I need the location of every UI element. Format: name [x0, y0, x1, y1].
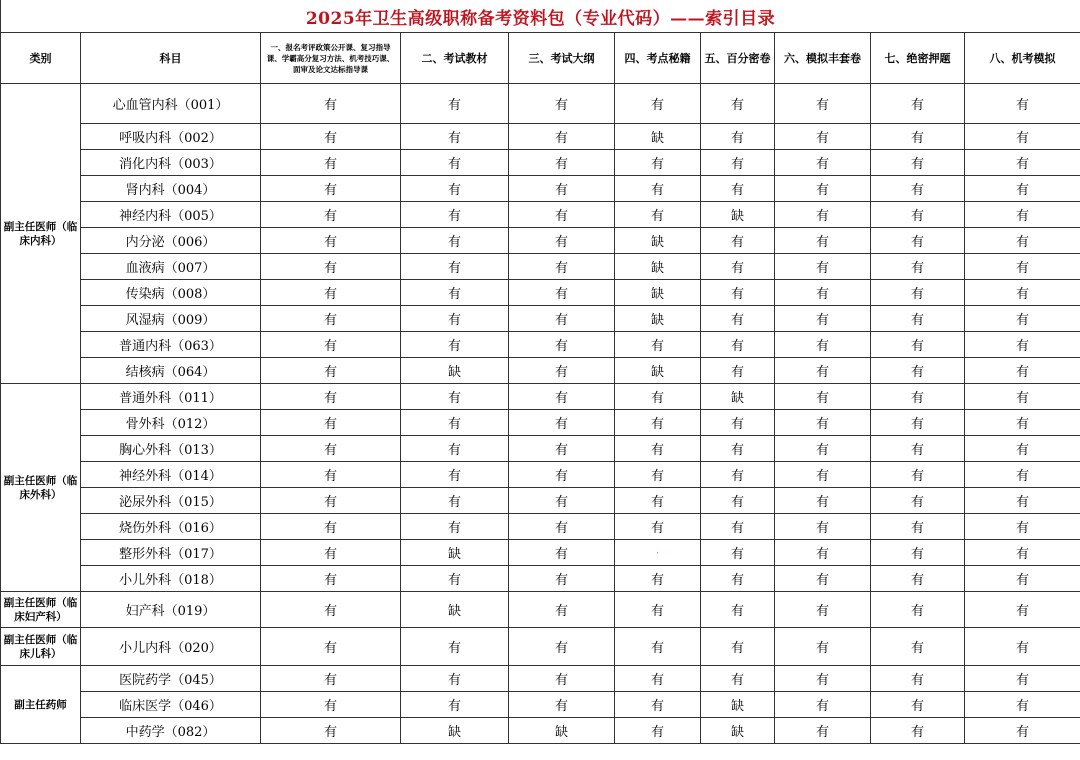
- status-cell: 有: [775, 514, 871, 540]
- status-cell: 有: [615, 628, 701, 666]
- status-cell: 有: [965, 84, 1080, 124]
- status-cell: 缺: [701, 692, 775, 718]
- status-cell: 有: [871, 84, 965, 124]
- status-cell: 有: [401, 254, 509, 280]
- status-cell: 有: [401, 202, 509, 228]
- status-cell: 有: [965, 280, 1080, 306]
- column-header-6: 五、百分密卷: [701, 33, 775, 84]
- status-cell: 有: [509, 332, 615, 358]
- status-cell: 有: [401, 566, 509, 592]
- table-row: [1, 358, 1080, 384]
- status-cell: 有: [965, 384, 1080, 410]
- status-cell: 缺: [615, 306, 701, 332]
- status-cell: 有: [401, 436, 509, 462]
- status-cell: 有: [261, 176, 401, 202]
- status-cell: 有: [401, 410, 509, 436]
- table-row: [1, 202, 1080, 228]
- status-cell: 有: [965, 176, 1080, 202]
- status-cell: 有: [509, 410, 615, 436]
- category-cell: 副主任医师（临床内科）: [1, 84, 81, 384]
- subject-cell: 神经内科（005）: [81, 202, 261, 228]
- status-cell: 有: [261, 306, 401, 332]
- status-cell: 有: [401, 228, 509, 254]
- status-cell: 有: [261, 358, 401, 384]
- status-cell: 有: [701, 514, 775, 540]
- status-cell: 有: [871, 306, 965, 332]
- table-row: [1, 150, 1080, 176]
- subject-cell: 普通内科（063）: [81, 332, 261, 358]
- status-cell: 有: [261, 514, 401, 540]
- table-row: [1, 666, 1080, 692]
- status-cell: 有: [701, 540, 775, 566]
- status-cell: 有: [871, 176, 965, 202]
- status-cell: 有: [965, 358, 1080, 384]
- status-cell: 有: [615, 332, 701, 358]
- status-cell: 有: [261, 332, 401, 358]
- status-cell: 有: [701, 84, 775, 124]
- status-cell: 有: [965, 462, 1080, 488]
- status-cell: 有: [871, 488, 965, 514]
- status-cell: 有: [965, 332, 1080, 358]
- status-cell: 有: [775, 124, 871, 150]
- status-cell: 有: [965, 666, 1080, 692]
- table-row: [1, 718, 1080, 744]
- status-cell: 有: [261, 692, 401, 718]
- status-cell: 有: [701, 436, 775, 462]
- status-cell: 有: [871, 540, 965, 566]
- column-header-3: 二、考试教材: [401, 33, 509, 84]
- status-cell: 有: [871, 718, 965, 744]
- status-cell: 有: [401, 488, 509, 514]
- status-cell: 有: [401, 280, 509, 306]
- status-cell: 有: [615, 410, 701, 436]
- category-cell: 副主任医师（临床外科）: [1, 384, 81, 592]
- status-cell: 有: [965, 592, 1080, 628]
- status-cell: 缺: [615, 228, 701, 254]
- status-cell: 有: [775, 176, 871, 202]
- status-cell: 有: [701, 462, 775, 488]
- subject-cell: 医院药学（045）: [81, 666, 261, 692]
- status-cell: 有: [509, 628, 615, 666]
- status-cell: 缺: [615, 358, 701, 384]
- status-cell: 有: [965, 228, 1080, 254]
- subject-cell: 骨外科（012）: [81, 410, 261, 436]
- subject-cell: 小儿内科（020）: [81, 628, 261, 666]
- column-header-2: 一、报名考评政策公开课、复习指导课、学霸高分复习方法、机考技巧课、面审及论文达标指导课: [261, 33, 401, 84]
- status-cell: 缺: [401, 718, 509, 744]
- status-cell: 缺: [701, 202, 775, 228]
- status-cell: 有: [965, 202, 1080, 228]
- status-cell: 有: [509, 592, 615, 628]
- status-cell: 有: [401, 692, 509, 718]
- status-cell: 有: [401, 84, 509, 124]
- subject-cell: 结核病（064）: [81, 358, 261, 384]
- red-dot-mark: ·: [656, 549, 659, 559]
- status-cell: 有: [509, 462, 615, 488]
- status-cell: 有: [775, 202, 871, 228]
- status-cell: 有: [261, 202, 401, 228]
- table-row: [1, 84, 1080, 124]
- status-cell: 有: [401, 628, 509, 666]
- status-cell: 有: [701, 280, 775, 306]
- status-cell: 有: [871, 462, 965, 488]
- table-row: [1, 540, 1080, 566]
- status-cell: 有: [401, 666, 509, 692]
- status-cell: 有: [261, 254, 401, 280]
- status-cell: 有: [701, 358, 775, 384]
- table-row: [1, 280, 1080, 306]
- status-cell: 有: [965, 628, 1080, 666]
- status-cell: 有: [615, 692, 701, 718]
- status-cell: 有: [775, 540, 871, 566]
- status-cell: 有: [261, 384, 401, 410]
- status-cell: 有: [261, 280, 401, 306]
- column-header-7: 六、模拟丰套卷: [775, 33, 871, 84]
- status-cell: 有: [775, 410, 871, 436]
- status-cell: 缺: [615, 124, 701, 150]
- status-cell: 有: [775, 436, 871, 462]
- status-cell: 有: [701, 566, 775, 592]
- status-cell: 有: [615, 150, 701, 176]
- status-cell: 有: [965, 410, 1080, 436]
- status-cell: [615, 540, 701, 566]
- subject-cell: 神经外科（014）: [81, 462, 261, 488]
- status-cell: 有: [775, 384, 871, 410]
- status-cell: 有: [401, 332, 509, 358]
- column-header-1: 科目: [81, 33, 261, 84]
- subject-cell: 妇产科（019）: [81, 592, 261, 628]
- status-cell: 有: [401, 306, 509, 332]
- status-cell: 缺: [701, 718, 775, 744]
- status-cell: 有: [615, 462, 701, 488]
- subject-cell: 泌尿外科（015）: [81, 488, 261, 514]
- status-cell: 有: [261, 718, 401, 744]
- status-cell: 有: [775, 332, 871, 358]
- status-cell: 有: [775, 306, 871, 332]
- status-cell: 有: [509, 228, 615, 254]
- status-cell: 缺: [615, 280, 701, 306]
- table-body: [1, 84, 1080, 744]
- status-cell: 有: [401, 514, 509, 540]
- status-cell: 有: [871, 566, 965, 592]
- status-cell: 有: [509, 540, 615, 566]
- table-row: [1, 628, 1080, 666]
- column-header-8: 七、绝密押题: [871, 33, 965, 84]
- header-row: [1, 33, 1080, 84]
- status-cell: 有: [701, 150, 775, 176]
- status-cell: 有: [261, 410, 401, 436]
- status-cell: 有: [775, 358, 871, 384]
- status-cell: 有: [965, 436, 1080, 462]
- status-cell: 有: [509, 666, 615, 692]
- table-row: [1, 124, 1080, 150]
- status-cell: 有: [871, 410, 965, 436]
- subject-cell: 风湿病（009）: [81, 306, 261, 332]
- status-cell: 有: [965, 124, 1080, 150]
- status-cell: 有: [261, 666, 401, 692]
- status-cell: 有: [965, 514, 1080, 540]
- table-row: [1, 332, 1080, 358]
- subject-cell: 传染病（008）: [81, 280, 261, 306]
- status-cell: 有: [775, 692, 871, 718]
- status-cell: 有: [615, 514, 701, 540]
- status-cell: 有: [509, 254, 615, 280]
- status-cell: 有: [871, 202, 965, 228]
- subject-cell: 血液病（007）: [81, 254, 261, 280]
- status-cell: 有: [701, 628, 775, 666]
- status-cell: 有: [615, 488, 701, 514]
- status-cell: 有: [615, 436, 701, 462]
- status-cell: 有: [701, 410, 775, 436]
- page-title: 2025年卫生高级职称备考资料包（专业代码）——索引目录: [1, 0, 1080, 33]
- status-cell: 有: [615, 176, 701, 202]
- status-cell: 有: [261, 592, 401, 628]
- status-cell: 有: [775, 150, 871, 176]
- status-cell: 有: [701, 306, 775, 332]
- status-cell: 有: [871, 332, 965, 358]
- status-cell: 有: [871, 436, 965, 462]
- status-cell: 有: [615, 384, 701, 410]
- status-cell: 有: [509, 306, 615, 332]
- status-cell: 有: [615, 666, 701, 692]
- subject-cell: 内分泌（006）: [81, 228, 261, 254]
- subject-cell: 呼吸内科（002）: [81, 124, 261, 150]
- status-cell: 有: [965, 306, 1080, 332]
- status-cell: 有: [775, 280, 871, 306]
- status-cell: 有: [509, 202, 615, 228]
- status-cell: 有: [509, 692, 615, 718]
- status-cell: 有: [509, 176, 615, 202]
- status-cell: 有: [701, 666, 775, 692]
- status-cell: 有: [509, 358, 615, 384]
- status-cell: 有: [615, 202, 701, 228]
- status-cell: 有: [871, 358, 965, 384]
- status-cell: 有: [775, 628, 871, 666]
- status-cell: 有: [261, 540, 401, 566]
- column-header-0: 类别: [1, 33, 81, 84]
- status-cell: 有: [775, 254, 871, 280]
- status-cell: 有: [261, 150, 401, 176]
- status-cell: 有: [701, 254, 775, 280]
- table-row: [1, 176, 1080, 202]
- subject-cell: 小儿外科（018）: [81, 566, 261, 592]
- status-cell: 有: [965, 718, 1080, 744]
- status-cell: 有: [871, 280, 965, 306]
- subject-cell: 普通外科（011）: [81, 384, 261, 410]
- status-cell: 有: [701, 228, 775, 254]
- status-cell: 有: [401, 384, 509, 410]
- status-cell: 有: [871, 228, 965, 254]
- status-cell: 有: [775, 566, 871, 592]
- subject-cell: 烧伤外科（016）: [81, 514, 261, 540]
- status-cell: 有: [871, 628, 965, 666]
- subject-cell: 整形外科（017）: [81, 540, 261, 566]
- status-cell: 有: [261, 124, 401, 150]
- status-cell: 有: [615, 566, 701, 592]
- status-cell: 有: [701, 592, 775, 628]
- table-row: [1, 566, 1080, 592]
- column-header-9: 八、机考模拟: [965, 33, 1080, 84]
- status-cell: 有: [965, 488, 1080, 514]
- status-cell: 有: [701, 332, 775, 358]
- status-cell: 有: [509, 566, 615, 592]
- status-cell: 有: [775, 488, 871, 514]
- table-row: [1, 462, 1080, 488]
- status-cell: 有: [615, 718, 701, 744]
- table-row: [1, 488, 1080, 514]
- table-row: [1, 692, 1080, 718]
- status-cell: 缺: [401, 540, 509, 566]
- status-cell: 有: [261, 228, 401, 254]
- status-cell: 有: [401, 462, 509, 488]
- status-cell: 缺: [401, 592, 509, 628]
- status-cell: 有: [965, 692, 1080, 718]
- status-cell: 有: [261, 488, 401, 514]
- status-cell: 有: [401, 124, 509, 150]
- status-cell: 有: [965, 150, 1080, 176]
- subject-cell: 心血管内科（001）: [81, 84, 261, 124]
- status-cell: 有: [871, 514, 965, 540]
- table-row: [1, 410, 1080, 436]
- table-row: [1, 228, 1080, 254]
- status-cell: 有: [509, 514, 615, 540]
- status-cell: 有: [775, 718, 871, 744]
- category-cell: 副主任医师（临床妇产科）: [1, 592, 81, 628]
- status-cell: 有: [261, 628, 401, 666]
- status-cell: 有: [871, 124, 965, 150]
- subject-cell: 临床医学（046）: [81, 692, 261, 718]
- subject-cell: 胸心外科（013）: [81, 436, 261, 462]
- status-cell: 有: [261, 84, 401, 124]
- status-cell: 有: [701, 488, 775, 514]
- status-cell: 有: [965, 540, 1080, 566]
- status-cell: 有: [775, 462, 871, 488]
- status-cell: 有: [509, 280, 615, 306]
- status-cell: 有: [775, 592, 871, 628]
- category-cell: 副主任医师（临床儿科）: [1, 628, 81, 666]
- status-cell: 有: [615, 84, 701, 124]
- status-cell: 有: [871, 666, 965, 692]
- status-cell: 有: [965, 566, 1080, 592]
- status-cell: 有: [871, 254, 965, 280]
- status-cell: 有: [701, 124, 775, 150]
- status-cell: 有: [509, 84, 615, 124]
- table-row: [1, 254, 1080, 280]
- status-cell: 有: [401, 176, 509, 202]
- status-cell: 有: [261, 436, 401, 462]
- status-cell: 有: [775, 666, 871, 692]
- status-cell: 缺: [401, 358, 509, 384]
- status-cell: 缺: [615, 254, 701, 280]
- table-row: [1, 384, 1080, 410]
- category-cell: 副主任药师: [1, 666, 81, 744]
- status-cell: 有: [509, 150, 615, 176]
- column-header-5: 四、考点秘籍: [615, 33, 701, 84]
- status-cell: 有: [261, 462, 401, 488]
- status-cell: 有: [261, 566, 401, 592]
- status-cell: 缺: [701, 384, 775, 410]
- status-cell: 有: [509, 436, 615, 462]
- column-header-4: 三、考试大纲: [509, 33, 615, 84]
- subject-cell: 消化内科（003）: [81, 150, 261, 176]
- status-cell: 有: [775, 84, 871, 124]
- status-cell: 有: [871, 592, 965, 628]
- subject-cell: 中药学（082）: [81, 718, 261, 744]
- status-cell: 有: [871, 150, 965, 176]
- table-row: [1, 592, 1080, 628]
- status-cell: 有: [775, 228, 871, 254]
- status-cell: 有: [509, 124, 615, 150]
- status-cell: 有: [509, 488, 615, 514]
- table-row: [1, 514, 1080, 540]
- subject-cell: 肾内科（004）: [81, 176, 261, 202]
- status-cell: 有: [615, 592, 701, 628]
- status-cell: 缺: [509, 718, 615, 744]
- status-cell: 有: [965, 254, 1080, 280]
- table-row: [1, 306, 1080, 332]
- status-cell: 有: [401, 150, 509, 176]
- status-cell: 有: [509, 384, 615, 410]
- status-cell: 有: [701, 176, 775, 202]
- status-cell: 有: [871, 384, 965, 410]
- status-cell: 有: [871, 692, 965, 718]
- table-row: [1, 436, 1080, 462]
